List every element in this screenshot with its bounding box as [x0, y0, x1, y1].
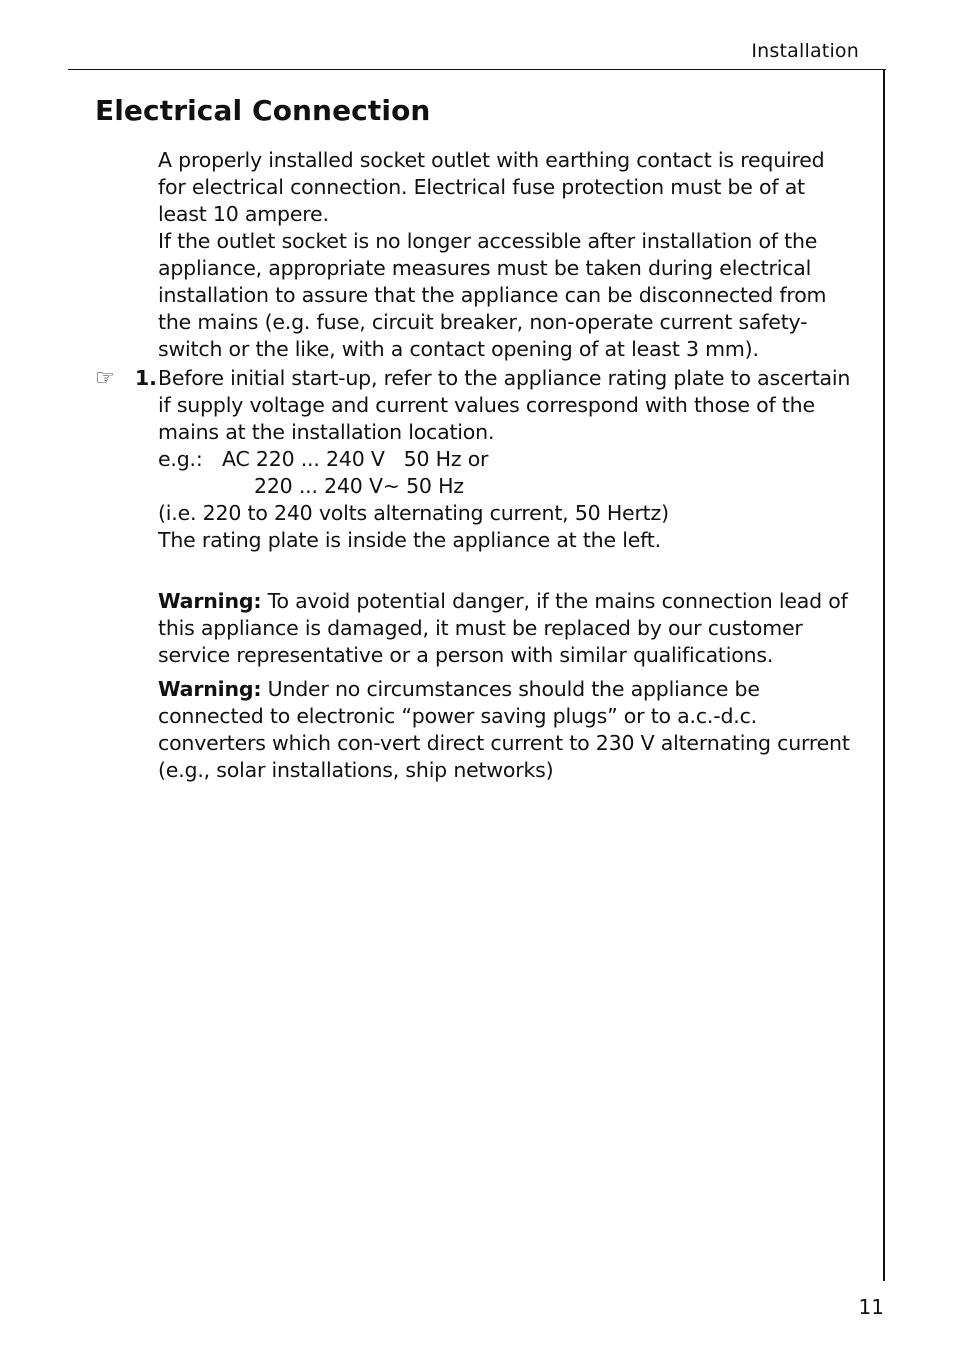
- example-value-1: AC 220 ... 240 V 50 Hz or: [222, 447, 489, 471]
- rating-plate-note: The rating plate is inside the appliance at the left.: [158, 528, 661, 552]
- example-value-2: 220 ... 240 V~ 50 Hz: [254, 474, 464, 498]
- step-number: 1.: [135, 366, 157, 390]
- pointing-hand-icon: ☞: [95, 366, 115, 391]
- section-header: Installation: [751, 40, 859, 62]
- warning-text: To avoid potential danger, if the mains connection lead of this appliance is damaged, it must be replaced by our customer service representative or a person with similar qualifications.: [158, 589, 848, 667]
- warning-text: Under no circumstances should the appliance be connected to electronic “power saving plugs” or to a.c.-d.c. converters which con-vert direct current to 230 V alternating current (e.g., solar installations, ship networks): [158, 677, 850, 782]
- paragraph-accessibility: If the outlet socket is no longer accessible after installation of the appliance, appropriate measures must be taken during electrical installation to assure that the appliance can be disconnected from the mains (e.g. fuse, circuit breaker, non-operate current safety-switch or the like, with a contact opening of at least 3 mm).: [158, 229, 827, 361]
- warning-damaged-lead: [158, 588, 858, 669]
- page-title: Electrical Connection: [95, 94, 431, 127]
- page-number: 11: [858, 1295, 884, 1319]
- warning-label: Warning:: [158, 589, 262, 613]
- step-text: Before initial start-up, refer to the appliance rating plate to ascertain if supply voltage and current values correspond with those of the mains at the installation location.: [158, 366, 851, 444]
- page-border-right: [883, 69, 885, 1281]
- header-rule: [68, 69, 886, 70]
- voltage-explanation: (i.e. 220 to 240 volts alternating current, 50 Hertz): [158, 501, 669, 525]
- example-label: e.g.:: [158, 447, 203, 471]
- paragraph-socket-requirement: A properly installed socket outlet with earthing contact is required for electrical connection. Electrical fuse protection must be of at least 10 ampere.: [158, 148, 825, 226]
- warning-label: Warning:: [158, 677, 262, 701]
- warning-power-saving-plugs: [158, 676, 858, 784]
